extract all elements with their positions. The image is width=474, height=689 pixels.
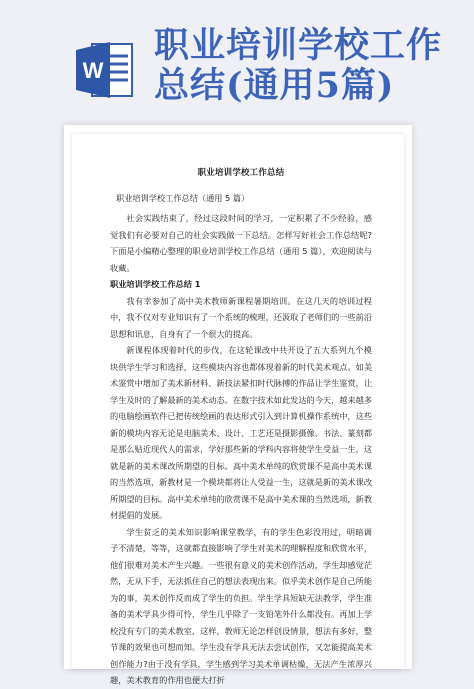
- body-paragraph: 我有幸参加了高中美术教师新课程暑期培训。在这几天的培训过程中，我不仅对专业知识有了一个系统的梳理，还汲取了老师们的一些前沿思想和讯息，自身有了一个很大的提高。: [110, 295, 373, 339]
- body-paragraph: 学生贫乏的美术知识影响课堂教学，有的学生色彩没用过，明暗调子不清楚，等等，这就都直接影响了学生对美术的理解程度和欣赏水平，他们很难对美术产生兴趣。一些很有意义的美术创作活动，学生却感觉茫然，无从下手，无法抓住自己的想法表现出来。似乎美术创作是自己所能为的事，美术创作反而成了学生的负担。学生学具短缺无法教学，学生准备的美术学具少得可怜，学生几乎除了一支铅笔外什么都没有。再加上学校没有专门的美术教室，这样，教师无论怎样创设情景，想法有多好，整节课的效果也可想而知。学生没有学具无法去尝试创作，又怎能提高美术创作能力?由于没有学具，学生感到学习美术单调枯燥，无法产生浓厚兴趣，美术教育的作用也便大打折: [110, 526, 373, 685]
- page-title: [154, 26, 466, 106]
- section-heading: 职业培训学校工作总结 1: [110, 279, 201, 289]
- page-title-line-2: 总结(通用5篇): [154, 65, 395, 106]
- document-page[interactable]: [72, 134, 404, 685]
- document-subtitle: 职业培训学校工作总结（通用 5 篇）: [116, 192, 250, 203]
- word-document-icon: [74, 38, 136, 102]
- body-paragraph: 新课程体现着时代的步伐，在这轮课改中共开设了五大系列九个模块供学生学习和选择，这些模块内容也都体现着新的时代美术观点。如美术鉴赏中增加了美术新材料、新技法紧扣时代脉搏的作品让学生鉴赏，让学生及时的了解最新的美术动态。在数字技术如此发达的今天，越来越多的电脑绘画软件已把传统绘画的表达形式引入到计算机操作系统中，这些新的模块内容无论是电脑美术、设计、工艺还是摄影摄像、书法、篆刻都是那么贴近现代人的需求，学好那些新的学科内容将使学生受益一生，这就是新的美术课改所期望的目标。高中美术单纯的欣赏课不是高中美术课的当然选项，新教材是一个模块都将让人受益一生，这就是新的美术课改所期望的目标。高中美术单纯的欣赏课不是高中美术课的当然选项，新教材提倡的发展。: [110, 345, 373, 520]
- document-body: [110, 164, 372, 689]
- document-title: 职业培训学校工作总结: [197, 167, 285, 177]
- header-banner: [0, 0, 474, 120]
- intro-paragraph: 社会实践结束了，经过这段时间的学习，一定积累了不少经验，感觉我们有必要对自己的社会实践做一下总结。怎样写好社会工作总结呢?下面是小编精心整理的职业培训学校工作总结（通用 5 篇），欢迎阅读与收藏。: [110, 213, 372, 273]
- word-logo-letter: W: [82, 58, 104, 83]
- page-title-line-1: 职业培训学校工作: [154, 25, 443, 66]
